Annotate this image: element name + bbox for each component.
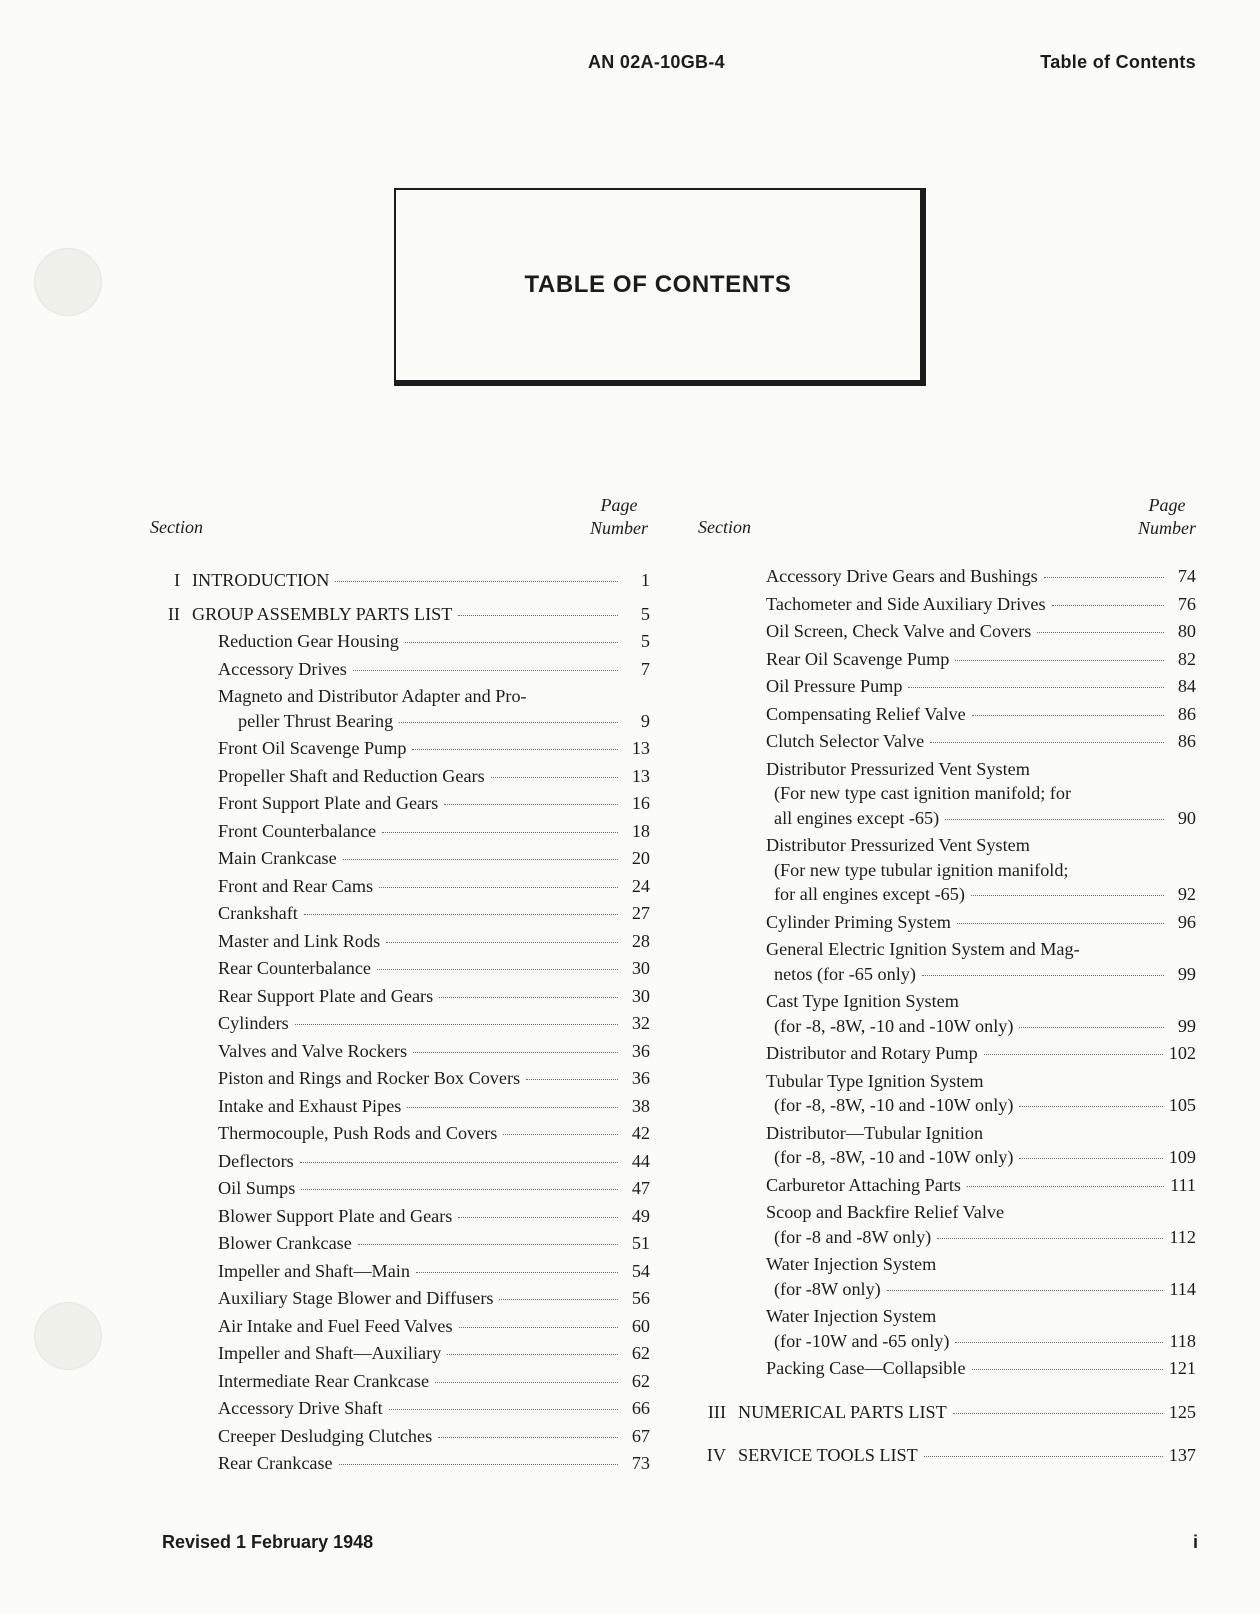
dot-leader xyxy=(416,1272,618,1273)
toc-entry-title: Accessory Drive Gears and Bushings xyxy=(766,566,1038,586)
dot-leader xyxy=(1019,1106,1162,1107)
toc-page-number: 86 xyxy=(1177,703,1196,724)
toc-entry xyxy=(152,958,650,986)
toc-page-number: 82 xyxy=(1177,648,1196,669)
toc-entry-title: Distributor and Rotary Pump xyxy=(766,1043,978,1063)
toc-entry-title: Distributor Pressurized Vent System xyxy=(766,758,1030,779)
toc-entry-title: GROUP ASSEMBLY PARTS LIST xyxy=(192,603,453,624)
toc-entry-title: (For new type tubular ignition manifold; xyxy=(774,859,1069,880)
doc-number: AN 02A-10GB-4 xyxy=(588,52,725,72)
toc-page-number: 114 xyxy=(1169,1278,1196,1299)
toc-entry xyxy=(698,1043,1196,1071)
toc-entry-title: Piston and Rings and Rocker Box Covers xyxy=(218,1068,521,1088)
toc-entry-title: (for -8 and -8W only) xyxy=(774,1226,932,1247)
toc-entry-title: Clutch Selector Valve xyxy=(766,731,925,751)
toc-entry xyxy=(698,649,1196,677)
toc-entry xyxy=(152,793,650,821)
toc-page-number: 18 xyxy=(631,820,650,841)
dot-leader xyxy=(922,975,1164,976)
page-number-column-label: Page Number xyxy=(590,495,648,538)
dot-leader xyxy=(955,660,1164,661)
toc-entry-title: Main Crankcase xyxy=(218,848,337,868)
toc-page-number: 92 xyxy=(1177,884,1196,904)
dot-leader xyxy=(382,832,618,833)
toc-entry xyxy=(698,1402,1196,1430)
toc-page-number: 13 xyxy=(631,765,650,786)
dot-leader xyxy=(335,581,618,582)
toc-entry-title: SERVICE TOOLS LIST xyxy=(738,1445,918,1465)
toc-entry-title: Thermocouple, Push Rods and Covers xyxy=(218,1123,498,1143)
page-title: TABLE OF CONTENTS xyxy=(524,271,792,298)
toc-entry-title: Deflectors xyxy=(218,1150,294,1171)
toc-page-number: 44 xyxy=(631,1150,650,1171)
running-header-title: Table of Contents xyxy=(1040,52,1196,72)
dot-leader xyxy=(1019,1158,1162,1159)
toc-page-number: 84 xyxy=(1177,676,1196,696)
toc-page-number: 76 xyxy=(1177,593,1196,614)
toc-entry xyxy=(152,1013,650,1041)
toc-page-number: 5 xyxy=(640,603,650,624)
toc-entry xyxy=(152,1316,650,1344)
toc-entry xyxy=(152,1233,650,1261)
dot-leader xyxy=(945,819,1164,820)
toc-entry xyxy=(698,1445,1196,1473)
dot-leader xyxy=(358,1244,618,1245)
dot-leader xyxy=(503,1134,618,1135)
toc-entry xyxy=(152,1068,650,1096)
toc-entry-title: Impeller and Shaft—Auxiliary xyxy=(218,1343,442,1363)
toc-page-number: 73 xyxy=(631,1453,650,1473)
dot-leader xyxy=(526,1079,618,1080)
dot-leader xyxy=(438,1437,618,1438)
toc-page-number: 112 xyxy=(1169,1226,1196,1247)
dot-leader xyxy=(300,1162,618,1163)
revision-date: Revised 1 February 1948 xyxy=(162,1532,374,1552)
dot-leader xyxy=(389,1409,618,1410)
toc-entry xyxy=(152,631,650,659)
toc-page-number: 1 xyxy=(640,570,650,590)
toc-entry-title: Rear Crankcase xyxy=(218,1453,333,1473)
toc-entry-title: Rear Oil Scavenge Pump xyxy=(766,648,950,669)
toc-entry-title: General Electric Ignition System and Mag- xyxy=(766,939,1080,959)
title-box xyxy=(394,188,926,386)
toc-entry-title: Cast Type Ignition System xyxy=(766,991,959,1011)
toc-entry xyxy=(698,676,1196,704)
folio-page-number: i xyxy=(1192,1532,1198,1552)
dot-leader xyxy=(972,1369,1163,1370)
toc-entry-title: (For new type cast ignition manifold; for xyxy=(774,783,1072,803)
right-toc-column xyxy=(698,566,1196,1473)
toc-page-number: 99 xyxy=(1177,1015,1196,1036)
dot-leader xyxy=(1052,605,1164,606)
toc-page-number: 7 xyxy=(640,658,650,679)
toc-page-number: 16 xyxy=(631,793,650,813)
dot-leader xyxy=(439,997,618,998)
toc-entry-title: Cylinder Priming System xyxy=(766,911,951,932)
toc-entry-title: for all engines except -65) xyxy=(774,884,965,904)
toc-entry xyxy=(698,1254,1196,1306)
toc-entry xyxy=(698,1306,1196,1358)
toc-page-number: 74 xyxy=(1177,566,1196,586)
toc-entry-title: Oil Screen, Check Valve and Covers xyxy=(766,621,1032,641)
toc-entry-title: Creeper Desludging Clutches xyxy=(218,1425,433,1446)
dot-leader xyxy=(399,722,618,723)
toc-entry-title: Front Oil Scavenge Pump xyxy=(218,738,407,758)
toc-page-number: 36 xyxy=(631,1040,650,1061)
toc-entry xyxy=(152,1151,650,1179)
toc-page-number: 9 xyxy=(640,710,650,731)
toc-page-number: 30 xyxy=(631,985,650,1006)
toc-entry-title: Compensating Relief Valve xyxy=(766,703,966,724)
toc-page-number: 28 xyxy=(631,930,650,951)
toc-entry-title: Oil Pressure Pump xyxy=(766,676,903,696)
toc-entry-title: netos (for -65 only) xyxy=(774,963,916,984)
toc-page-number: 118 xyxy=(1169,1330,1196,1351)
toc-entry-title: Distributor Pressurized Vent System xyxy=(766,835,1030,855)
toc-page-number: 121 xyxy=(1168,1358,1196,1378)
toc-entry xyxy=(698,704,1196,732)
toc-page-number: 62 xyxy=(631,1343,650,1363)
dot-leader xyxy=(339,1464,618,1465)
toc-page-number: 105 xyxy=(1168,1095,1196,1115)
dot-leader xyxy=(458,1217,618,1218)
toc-entry xyxy=(152,986,650,1014)
toc-entry-title: Tubular Type Ignition System xyxy=(766,1070,984,1091)
toc-entry xyxy=(152,821,650,849)
toc-entry xyxy=(152,1398,650,1426)
toc-page-number: 36 xyxy=(631,1068,650,1088)
section-roman-numeral: III xyxy=(707,1401,726,1422)
dot-leader xyxy=(353,670,618,671)
page-number-column-label: Page Number xyxy=(1138,495,1196,538)
toc-entry-title: Blower Support Plate and Gears xyxy=(218,1205,453,1226)
section-roman-numeral: IV xyxy=(706,1445,726,1465)
toc-page-number: 67 xyxy=(631,1425,650,1446)
toc-entry-title: Oil Sumps xyxy=(218,1178,296,1198)
toc-entry-title: Front Support Plate and Gears xyxy=(218,793,439,813)
toc-page-number: 90 xyxy=(1177,807,1196,828)
toc-entry-title: Cylinders xyxy=(218,1013,289,1033)
toc-entry-title: (for -8W only) xyxy=(774,1278,881,1299)
dot-leader xyxy=(955,1342,1163,1343)
dot-leader xyxy=(301,1189,618,1190)
toc-entry-title: Rear Support Plate and Gears xyxy=(218,985,434,1006)
left-toc-column xyxy=(152,564,650,1481)
dot-leader xyxy=(967,1186,1164,1187)
toc-entry xyxy=(152,1096,650,1124)
dot-leader xyxy=(491,777,618,778)
dot-leader xyxy=(386,942,618,943)
toc-entry xyxy=(152,1343,650,1371)
toc-entry xyxy=(152,1261,650,1289)
toc-page-number: 111 xyxy=(1170,1174,1196,1195)
toc-entry xyxy=(698,759,1196,836)
section-roman-numeral: II xyxy=(167,603,180,624)
toc-entry xyxy=(698,594,1196,622)
dot-leader xyxy=(887,1290,1164,1291)
toc-entry xyxy=(152,766,650,794)
toc-entry-title: (for -8, -8W, -10 and -10W only) xyxy=(774,1095,1014,1115)
toc-entry-title: Water Injection System xyxy=(766,1306,937,1326)
toc-page-number: 56 xyxy=(631,1288,650,1308)
dot-leader xyxy=(908,687,1164,688)
toc-entry xyxy=(698,912,1196,940)
toc-entry xyxy=(152,1041,650,1069)
toc-entry-title: (for -8, -8W, -10 and -10W only) xyxy=(774,1147,1014,1167)
dot-leader xyxy=(458,615,618,616)
toc-entry-title: NUMERICAL PARTS LIST xyxy=(738,1401,947,1422)
dot-leader xyxy=(435,1382,618,1383)
dot-leader xyxy=(1019,1027,1164,1028)
toc-entry xyxy=(152,876,650,904)
toc-page-number: 20 xyxy=(631,848,650,868)
toc-entry xyxy=(698,621,1196,649)
dot-leader xyxy=(444,804,618,805)
toc-entry-title: Scoop and Backfire Relief Valve xyxy=(766,1202,1005,1222)
toc-entry xyxy=(152,903,650,931)
toc-entry-title: all engines except -65) xyxy=(774,807,940,828)
toc-entry xyxy=(698,1071,1196,1123)
toc-entry-title: Valves and Valve Rockers xyxy=(218,1040,408,1061)
punch-hole-top xyxy=(34,248,102,316)
toc-entry-title: Auxiliary Stage Blower and Diffusers xyxy=(218,1288,494,1308)
toc-entry xyxy=(152,1453,650,1481)
dot-leader xyxy=(937,1238,1163,1239)
toc-entry xyxy=(152,1426,650,1454)
dot-leader xyxy=(984,1054,1163,1055)
toc-entry-title: Magneto and Distributor Adapter and Pro- xyxy=(218,686,527,706)
dot-leader xyxy=(1037,632,1164,633)
toc-entry-title: Distributor—Tubular Ignition xyxy=(766,1122,984,1143)
toc-entry xyxy=(152,1123,650,1151)
dot-leader xyxy=(972,715,1164,716)
toc-entry xyxy=(152,604,650,632)
toc-entry xyxy=(698,939,1196,991)
toc-entry xyxy=(152,848,650,876)
toc-entry-title: Accessory Drives xyxy=(218,658,347,679)
toc-entry-title: Impeller and Shaft—Main xyxy=(218,1260,410,1281)
toc-page-number: 86 xyxy=(1177,731,1196,751)
toc-entry-title: Water Injection System xyxy=(766,1254,937,1274)
toc-entry-title: Packing Case—Collapsible xyxy=(766,1358,966,1378)
right-column-header xyxy=(698,494,1196,540)
toc-entry-title: Master and Link Rods xyxy=(218,930,381,951)
toc-entry xyxy=(152,738,650,766)
toc-entry-title: Blower Crankcase xyxy=(218,1233,352,1253)
toc-entry-title: Propeller Shaft and Reduction Gears xyxy=(218,765,485,786)
toc-page-number: 24 xyxy=(631,875,650,896)
toc-entry xyxy=(698,1175,1196,1203)
dot-leader xyxy=(957,923,1164,924)
toc-entry-title: Carburetor Attaching Parts xyxy=(766,1174,961,1195)
toc-page-number: 60 xyxy=(631,1315,650,1336)
dot-leader xyxy=(405,642,618,643)
toc-entry-title: Air Intake and Fuel Feed Valves xyxy=(218,1315,453,1336)
toc-entry xyxy=(698,835,1196,912)
dot-leader xyxy=(1044,577,1164,578)
dot-leader xyxy=(499,1299,618,1300)
toc-page-number: 137 xyxy=(1168,1445,1196,1465)
dot-leader xyxy=(447,1354,618,1355)
dot-leader xyxy=(413,1052,618,1053)
toc-entry xyxy=(698,991,1196,1043)
toc-entry xyxy=(698,1202,1196,1254)
toc-entry xyxy=(698,1123,1196,1175)
toc-entry-title: Front and Rear Cams xyxy=(218,875,374,896)
dot-leader xyxy=(295,1024,618,1025)
toc-entry-title: Intermediate Rear Crankcase xyxy=(218,1370,430,1391)
toc-entry-title: Crankshaft xyxy=(218,903,298,923)
toc-page-number: 54 xyxy=(631,1260,650,1281)
toc-page-number: 38 xyxy=(631,1095,650,1116)
toc-page-number: 13 xyxy=(631,738,650,758)
section-column-label: Section xyxy=(150,517,203,537)
dot-leader xyxy=(407,1107,618,1108)
toc-entry-title: Reduction Gear Housing xyxy=(218,631,399,651)
toc-entry xyxy=(698,1358,1196,1386)
toc-page-number: 42 xyxy=(631,1123,650,1143)
toc-page-number: 49 xyxy=(631,1205,650,1226)
section-column-label: Section xyxy=(698,517,751,537)
toc-page-number: 125 xyxy=(1168,1401,1196,1422)
toc-page-number: 102 xyxy=(1168,1043,1196,1063)
toc-page-number: 99 xyxy=(1177,963,1196,984)
toc-entry-title: Front Counterbalance xyxy=(218,820,377,841)
dot-leader xyxy=(304,914,618,915)
section-roman-numeral: I xyxy=(173,570,180,590)
toc-page-number: 109 xyxy=(1168,1147,1196,1167)
toc-entry-title: Accessory Drive Shaft xyxy=(218,1398,383,1418)
dot-leader xyxy=(459,1327,618,1328)
dot-leader xyxy=(343,859,618,860)
toc-page-number: 96 xyxy=(1177,911,1196,932)
toc-page-number: 32 xyxy=(631,1013,650,1033)
punch-hole-bottom xyxy=(34,1302,102,1370)
left-column-header xyxy=(150,494,648,540)
toc-page-number: 5 xyxy=(640,631,650,651)
toc-entry-title: (for -10W and -65 only) xyxy=(774,1330,950,1351)
dot-leader xyxy=(924,1456,1163,1457)
toc-page-number: 51 xyxy=(631,1233,650,1253)
toc-entry-title: Tachometer and Side Auxiliary Drives xyxy=(766,593,1046,614)
toc-page-number: 30 xyxy=(631,958,650,978)
toc-entry xyxy=(152,931,650,959)
toc-entry xyxy=(152,686,650,738)
toc-page-number: 66 xyxy=(631,1398,650,1418)
toc-entry xyxy=(152,1178,650,1206)
dot-leader xyxy=(953,1413,1163,1414)
dot-leader xyxy=(971,895,1164,896)
dot-leader xyxy=(930,742,1164,743)
toc-entry xyxy=(152,1206,650,1234)
toc-entry-title: (for -8, -8W, -10 and -10W only) xyxy=(774,1015,1014,1036)
dot-leader xyxy=(412,749,618,750)
toc-entry-title: Rear Counterbalance xyxy=(218,958,372,978)
toc-entry xyxy=(152,1371,650,1399)
dot-leader xyxy=(377,969,618,970)
toc-page-number: 47 xyxy=(631,1178,650,1198)
toc-page-number: 27 xyxy=(631,903,650,923)
dot-leader xyxy=(379,887,618,888)
toc-entry-title: INTRODUCTION xyxy=(192,570,330,590)
toc-entry-title: Intake and Exhaust Pipes xyxy=(218,1095,402,1116)
toc-entry xyxy=(698,731,1196,759)
toc-page-number: 62 xyxy=(631,1370,650,1391)
toc-entry xyxy=(152,1288,650,1316)
toc-entry xyxy=(152,659,650,687)
toc-entry-title: peller Thrust Bearing xyxy=(238,710,394,731)
toc-page-number: 80 xyxy=(1177,621,1196,641)
toc-entry xyxy=(152,570,650,598)
toc-entry xyxy=(698,566,1196,594)
